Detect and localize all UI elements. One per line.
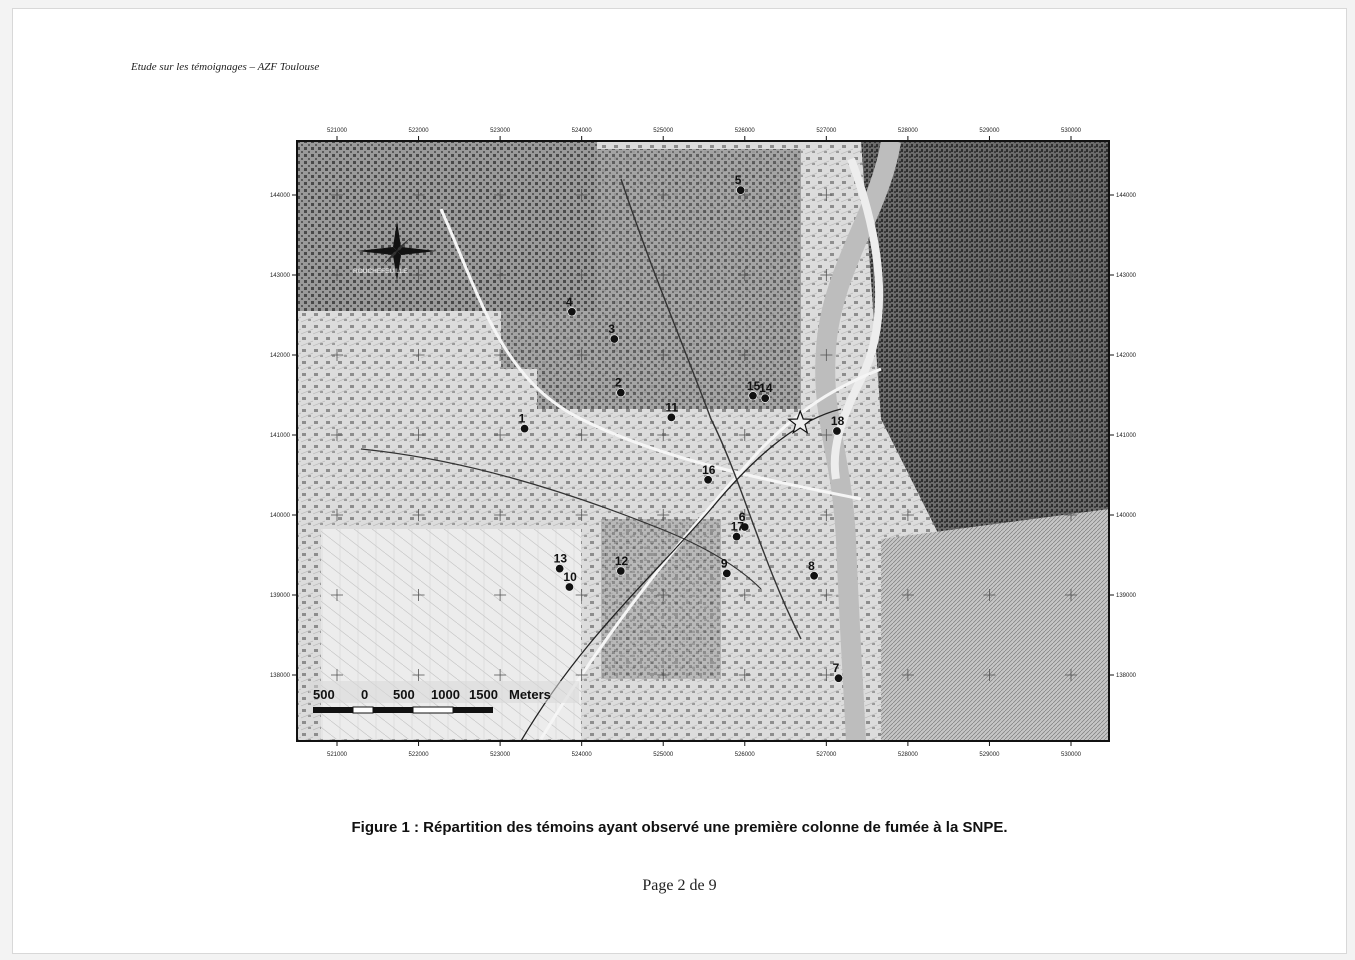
y-tick-label-right: 138000 [1116,673,1137,679]
witness-label: 15 [746,378,761,393]
x-tick-label-top: 530000 [1060,128,1082,134]
witness-point [749,392,757,400]
scale-unit: Meters [509,687,551,702]
witness-point [761,394,769,402]
scale-label: 1000 [431,687,460,702]
y-tick-label-right: 142000 [1116,353,1137,359]
y-tick-label-right: 144000 [1116,193,1137,199]
y-tick-label-left: 143000 [269,273,290,279]
y-tick-label-right: 141000 [1116,433,1137,439]
scale-label: 500 [393,687,415,702]
x-tick-label-bottom: 525000 [653,752,674,758]
place-label: ROUCHEFEUILLE [353,268,408,275]
x-tick-label-top: 527000 [816,128,837,134]
witness-point [834,674,842,682]
figure-map [241,119,1161,779]
document-page [12,8,1347,954]
running-header: Etude sur les témoignages – AZF Toulouse [131,61,320,73]
x-tick-label-top: 529000 [979,128,1000,134]
scale-label: 0 [361,687,369,702]
x-tick-label-bottom: 527000 [816,752,837,758]
x-tick-label-bottom: 530000 [1060,752,1082,758]
witness-label: 17 [730,519,744,534]
witness-point [555,564,563,572]
x-tick-label-top: 523000 [490,128,511,134]
witness-label: 16 [702,462,716,477]
witness-point [737,186,745,194]
witness-label: 8 [808,558,815,573]
scale-label: 500 [313,687,335,702]
x-tick-label-top: 528000 [897,128,918,134]
y-tick-label-left: 139000 [269,593,290,599]
y-tick-label-right: 139000 [1116,593,1137,599]
witness-point [568,308,576,316]
witness-label: 6 [738,510,746,524]
witness-point [810,572,818,580]
scale-label: 1500 [469,687,498,702]
witness-point [667,413,675,421]
witness-label: 2 [614,375,622,390]
witness-point [732,532,740,540]
witness-label: 4 [565,294,573,309]
witness-label: 18 [830,414,845,428]
x-tick-label-bottom: 529000 [979,752,1000,758]
x-tick-label-bottom: 523000 [490,752,511,758]
x-tick-label-top: 522000 [408,128,429,134]
x-tick-label-bottom: 521000 [326,752,348,758]
witness-point [833,427,841,435]
x-tick-label-top: 526000 [734,128,755,134]
witness-label: 14 [759,381,773,396]
y-tick-label-left: 138000 [269,673,290,679]
witness-point [617,388,625,396]
map-base [297,141,1109,741]
y-tick-label-left: 141000 [269,433,290,439]
x-tick-label-bottom: 522000 [408,752,429,758]
x-tick-label-top: 521000 [326,128,348,134]
y-tick-label-right: 143000 [1116,273,1137,279]
map-svg [241,119,1161,779]
witness-point [704,476,712,484]
witness-label: 3 [608,322,615,336]
figure-caption: Figure 1 : Répartition des témoins ayant observé une première colonne de fumée à la SNPE. [351,819,1008,836]
witness-label: 13 [553,551,568,566]
witness-label: 1 [518,411,526,426]
page-number: Page 2 de 9 [642,877,717,894]
x-tick-label-bottom: 528000 [897,752,918,758]
y-tick-label-left: 142000 [269,353,290,359]
witness-label: 5 [734,173,742,188]
y-tick-label-right: 140000 [1116,513,1137,519]
witness-label: 11 [665,400,679,415]
x-tick-label-top: 525000 [653,128,674,134]
witness-label: 9 [720,556,728,571]
witness-label: 7 [832,661,840,676]
x-tick-label-top: 524000 [571,128,592,134]
x-tick-label-bottom: 524000 [571,752,592,758]
y-tick-label-left: 140000 [269,513,290,519]
witness-point [723,569,731,577]
x-tick-label-bottom: 526000 [734,752,755,758]
witness-point [610,335,618,343]
witness-label: 12 [614,554,629,568]
witness-point [565,583,573,591]
witness-point [617,567,625,575]
witness-point [520,424,528,432]
witness-label: 10 [563,570,577,584]
y-tick-label-left: 144000 [269,193,290,199]
